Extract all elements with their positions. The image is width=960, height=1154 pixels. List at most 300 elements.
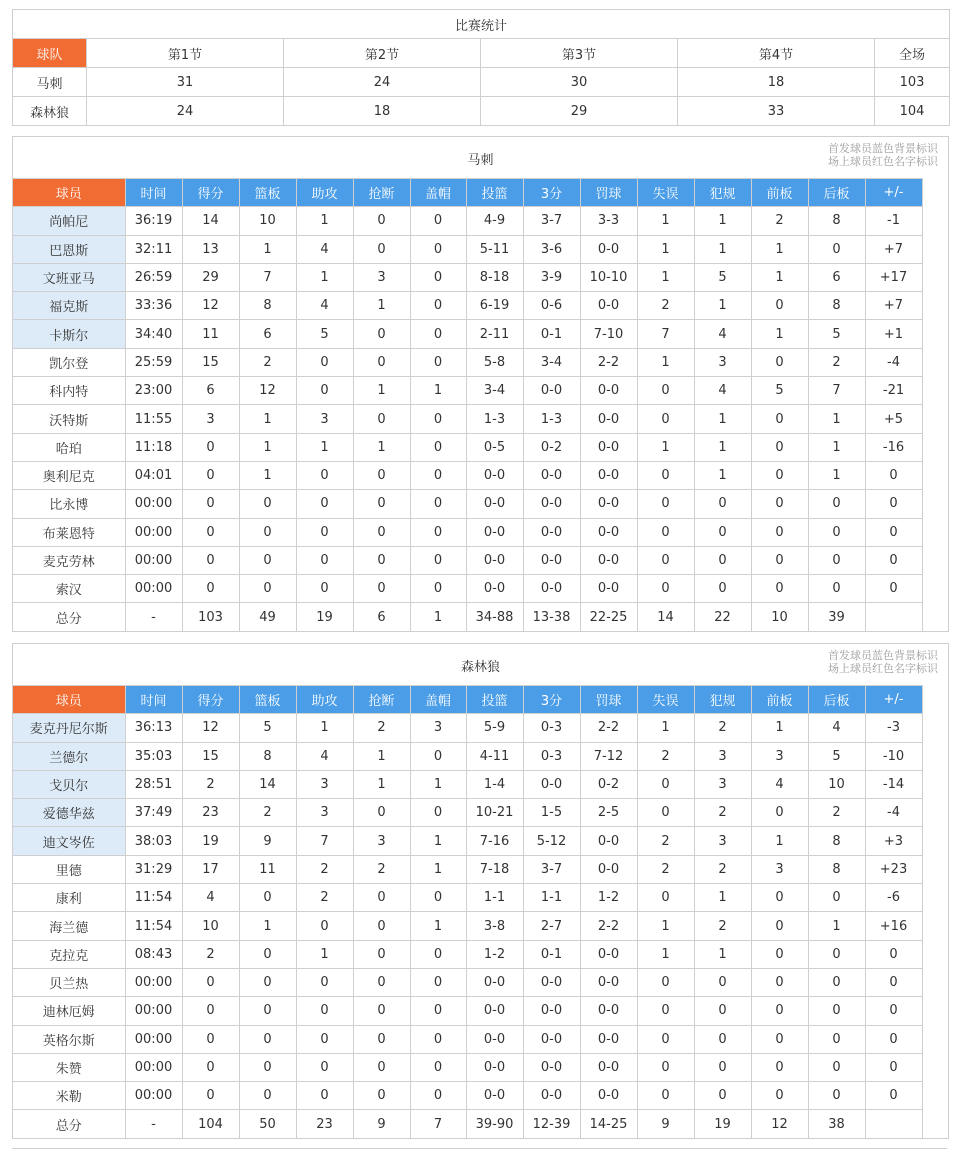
stat-def-reb: 0 <box>808 546 865 574</box>
stat-assists: 0 <box>296 575 353 603</box>
stat-blocks: 0 <box>410 490 466 518</box>
stat-steals: 3 <box>353 263 410 291</box>
stat-rebounds: 2 <box>239 799 296 827</box>
stat-def-reb: 2 <box>808 799 865 827</box>
player-row <box>13 827 922 855</box>
stat-off-reb: 2 <box>751 207 808 235</box>
stat-rebounds: 1 <box>239 405 296 433</box>
stat-plus-minus: -10 <box>865 742 922 770</box>
stat-three: 0-3 <box>523 714 580 742</box>
stat-points: 0 <box>182 546 239 574</box>
player-name[interactable]: 克拉克 <box>13 940 125 968</box>
stat-steals: 0 <box>353 546 410 574</box>
stat-plus-minus: -4 <box>865 799 922 827</box>
stat-three: 0-0 <box>523 1025 580 1053</box>
player-name[interactable]: 迪林厄姆 <box>13 997 125 1025</box>
player-name[interactable]: 朱赞 <box>13 1053 125 1081</box>
stat-blocks: 0 <box>410 799 466 827</box>
col-header-rebounds: 篮板 <box>239 686 296 714</box>
total-steals: 6 <box>353 603 410 631</box>
stat-def-reb: 0 <box>808 1053 865 1081</box>
player-name[interactable]: 米勒 <box>13 1082 125 1110</box>
stat-ft: 2-2 <box>580 912 637 940</box>
stat-ft: 0-0 <box>580 940 637 968</box>
legend-on-court: 场上球员红色名字标识 <box>828 155 938 168</box>
player-name[interactable]: 迪文岑佐 <box>13 827 125 855</box>
team-panel-header <box>13 644 948 685</box>
stat-points: 11 <box>182 320 239 348</box>
stat-plus-minus: -1 <box>865 207 922 235</box>
stat-plus-minus: 0 <box>865 575 922 603</box>
stat-fg: 0-5 <box>466 433 523 461</box>
player-name[interactable]: 卡斯尔 <box>13 320 125 348</box>
stat-points: 23 <box>182 799 239 827</box>
player-row <box>13 575 922 603</box>
stat-fg: 1-3 <box>466 405 523 433</box>
stat-fg: 0-0 <box>466 968 523 996</box>
stat-fg: 0-0 <box>466 997 523 1025</box>
player-name[interactable]: 哈珀 <box>13 433 125 461</box>
stat-fouls: 5 <box>694 263 751 291</box>
total-blocks: 7 <box>410 1110 466 1138</box>
stat-steals: 0 <box>353 320 410 348</box>
stat-blocks: 0 <box>410 320 466 348</box>
stat-plus-minus: 0 <box>865 1025 922 1053</box>
stat-time: 37:49 <box>125 799 182 827</box>
stat-three: 0-0 <box>523 490 580 518</box>
stat-fouls: 0 <box>694 1025 751 1053</box>
stat-ft: 1-2 <box>580 884 637 912</box>
stat-def-reb: 0 <box>808 575 865 603</box>
stat-rebounds: 14 <box>239 770 296 798</box>
summary-cell: 104 <box>875 97 950 126</box>
stat-points: 13 <box>182 235 239 263</box>
stat-points: 0 <box>182 997 239 1025</box>
summary-team-name[interactable]: 森林狼 <box>13 97 87 126</box>
stat-time: 23:00 <box>125 377 182 405</box>
player-name[interactable]: 贝兰热 <box>13 968 125 996</box>
stat-assists: 2 <box>296 855 353 883</box>
summary-cell: 18 <box>284 97 481 126</box>
stat-rebounds: 5 <box>239 714 296 742</box>
stat-assists: 2 <box>296 884 353 912</box>
stat-def-reb: 0 <box>808 940 865 968</box>
stat-rebounds: 0 <box>239 1082 296 1110</box>
stat-points: 17 <box>182 855 239 883</box>
total-points: 104 <box>182 1110 239 1138</box>
stat-three: 0-2 <box>523 433 580 461</box>
stat-assists: 0 <box>296 490 353 518</box>
player-name[interactable]: 康利 <box>13 884 125 912</box>
player-name[interactable]: 巴恩斯 <box>13 235 125 263</box>
player-name[interactable]: 海兰德 <box>13 912 125 940</box>
stat-assists: 3 <box>296 799 353 827</box>
stat-three: 3-9 <box>523 263 580 291</box>
stat-rebounds: 0 <box>239 997 296 1025</box>
stat-off-reb: 4 <box>751 770 808 798</box>
summary-header-q4: 第4节 <box>678 39 875 68</box>
stat-three: 0-1 <box>523 940 580 968</box>
col-header-player: 球员 <box>13 179 125 207</box>
player-name[interactable]: 尚帕尼 <box>13 207 125 235</box>
stat-turnovers: 2 <box>637 827 694 855</box>
stat-points: 0 <box>182 518 239 546</box>
stat-fouls: 1 <box>694 292 751 320</box>
stat-ft: 0-0 <box>580 490 637 518</box>
stat-fg: 3-4 <box>466 377 523 405</box>
stats-header-row <box>13 686 922 714</box>
stat-def-reb: 0 <box>808 490 865 518</box>
stat-assists: 7 <box>296 827 353 855</box>
stat-three: 0-1 <box>523 320 580 348</box>
stat-rebounds: 1 <box>239 461 296 489</box>
stat-fg: 0-0 <box>466 575 523 603</box>
col-header-plus-minus: +/- <box>865 686 922 714</box>
stat-ft: 7-10 <box>580 320 637 348</box>
stat-def-reb: 5 <box>808 742 865 770</box>
total-turnovers: 9 <box>637 1110 694 1138</box>
player-name[interactable]: 英格尔斯 <box>13 1025 125 1053</box>
stat-points: 4 <box>182 884 239 912</box>
player-stats-table <box>13 685 923 1138</box>
player-name[interactable]: 里德 <box>13 855 125 883</box>
stat-time: 33:36 <box>125 292 182 320</box>
stat-def-reb: 0 <box>808 518 865 546</box>
stat-rebounds: 8 <box>239 742 296 770</box>
stat-blocks: 1 <box>410 770 466 798</box>
stat-rebounds: 12 <box>239 377 296 405</box>
stat-plus-minus: 0 <box>865 1053 922 1081</box>
stat-time: 36:13 <box>125 714 182 742</box>
player-name[interactable]: 爱德华兹 <box>13 799 125 827</box>
stat-blocks: 0 <box>410 1053 466 1081</box>
stat-ft: 0-0 <box>580 855 637 883</box>
stat-plus-minus: +23 <box>865 855 922 883</box>
stat-turnovers: 1 <box>637 263 694 291</box>
stat-ft: 0-0 <box>580 235 637 263</box>
stat-points: 0 <box>182 490 239 518</box>
player-row <box>13 855 922 883</box>
player-name[interactable]: 麦克丹尼尔斯 <box>13 714 125 742</box>
stat-points: 6 <box>182 377 239 405</box>
stat-def-reb: 8 <box>808 292 865 320</box>
stat-def-reb: 7 <box>808 377 865 405</box>
stat-turnovers: 0 <box>637 1053 694 1081</box>
player-name[interactable]: 福克斯 <box>13 292 125 320</box>
total-off-reb: 12 <box>751 1110 808 1138</box>
player-row <box>13 348 922 376</box>
stat-assists: 3 <box>296 770 353 798</box>
stat-fg: 0-0 <box>466 546 523 574</box>
player-name[interactable]: 布莱恩特 <box>13 518 125 546</box>
stat-fouls: 2 <box>694 912 751 940</box>
stat-assists: 0 <box>296 518 353 546</box>
player-row <box>13 940 922 968</box>
col-header-turnovers: 失误 <box>637 686 694 714</box>
team-panel-spurs <box>12 136 949 632</box>
player-name[interactable]: 凯尔登 <box>13 348 125 376</box>
team-name: 马刺 <box>467 153 494 168</box>
col-header-def-reb: 后板 <box>808 179 865 207</box>
stat-def-reb: 1 <box>808 912 865 940</box>
total-plus-minus <box>865 603 922 631</box>
col-header-fouls: 犯规 <box>694 686 751 714</box>
stat-ft: 7-12 <box>580 742 637 770</box>
stat-fouls: 0 <box>694 968 751 996</box>
col-header-def-reb: 后板 <box>808 686 865 714</box>
stat-turnovers: 1 <box>637 940 694 968</box>
stat-steals: 0 <box>353 799 410 827</box>
stat-def-reb: 0 <box>808 1025 865 1053</box>
stat-plus-minus: 0 <box>865 546 922 574</box>
stat-fg: 7-16 <box>466 827 523 855</box>
stat-fg: 1-1 <box>466 884 523 912</box>
stat-off-reb: 5 <box>751 377 808 405</box>
stat-ft: 0-0 <box>580 546 637 574</box>
stat-def-reb: 10 <box>808 770 865 798</box>
col-header-ft: 罚球 <box>580 179 637 207</box>
stat-rebounds: 0 <box>239 884 296 912</box>
stat-three: 0-6 <box>523 292 580 320</box>
col-header-blocks: 盖帽 <box>410 686 466 714</box>
stat-assists: 1 <box>296 263 353 291</box>
stat-def-reb: 6 <box>808 263 865 291</box>
stat-steals: 3 <box>353 827 410 855</box>
player-name[interactable]: 兰德尔 <box>13 742 125 770</box>
stat-rebounds: 0 <box>239 968 296 996</box>
stat-three: 0-0 <box>523 997 580 1025</box>
stat-rebounds: 0 <box>239 575 296 603</box>
stat-turnovers: 2 <box>637 292 694 320</box>
total-three: 12-39 <box>523 1110 580 1138</box>
team-panel-timberwolves <box>12 643 949 1139</box>
total-time: - <box>125 1110 182 1138</box>
stat-blocks: 0 <box>410 433 466 461</box>
player-name[interactable]: 文班亚马 <box>13 263 125 291</box>
stat-fg: 4-11 <box>466 742 523 770</box>
player-name[interactable]: 戈贝尔 <box>13 770 125 798</box>
stat-three: 5-12 <box>523 827 580 855</box>
stat-turnovers: 1 <box>637 207 694 235</box>
stat-assists: 0 <box>296 377 353 405</box>
player-name[interactable]: 奥利尼克 <box>13 461 125 489</box>
stat-fg: 8-18 <box>466 263 523 291</box>
player-row <box>13 1025 922 1053</box>
stat-plus-minus: -14 <box>865 770 922 798</box>
player-name[interactable]: 沃特斯 <box>13 405 125 433</box>
stat-time: 32:11 <box>125 235 182 263</box>
stat-assists: 4 <box>296 742 353 770</box>
col-header-assists: 助攻 <box>296 686 353 714</box>
total-fg: 39-90 <box>466 1110 523 1138</box>
stat-assists: 0 <box>296 546 353 574</box>
total-time: - <box>125 603 182 631</box>
stat-ft: 2-2 <box>580 714 637 742</box>
col-header-blocks: 盖帽 <box>410 179 466 207</box>
player-stats-table <box>13 178 923 631</box>
stat-plus-minus: -16 <box>865 433 922 461</box>
team-panel-header <box>13 137 948 178</box>
col-header-ft: 罚球 <box>580 686 637 714</box>
stat-points: 0 <box>182 1025 239 1053</box>
stat-assists: 1 <box>296 940 353 968</box>
stat-assists: 0 <box>296 1082 353 1110</box>
stat-ft: 0-0 <box>580 461 637 489</box>
col-header-steals: 抢断 <box>353 179 410 207</box>
stat-points: 2 <box>182 770 239 798</box>
stat-rebounds: 0 <box>239 490 296 518</box>
stat-fouls: 0 <box>694 490 751 518</box>
stat-plus-minus: +16 <box>865 912 922 940</box>
stat-time: 11:54 <box>125 884 182 912</box>
player-row <box>13 377 922 405</box>
stat-steals: 0 <box>353 461 410 489</box>
player-name[interactable]: 麦克劳林 <box>13 546 125 574</box>
totals-row <box>13 1110 922 1138</box>
total-fouls: 19 <box>694 1110 751 1138</box>
total-ft: 14-25 <box>580 1110 637 1138</box>
stat-ft: 0-0 <box>580 377 637 405</box>
stat-points: 15 <box>182 742 239 770</box>
stat-turnovers: 0 <box>637 770 694 798</box>
stat-time: 31:29 <box>125 855 182 883</box>
stat-fouls: 4 <box>694 377 751 405</box>
stat-plus-minus: 0 <box>865 490 922 518</box>
summary-cell: 24 <box>87 97 284 126</box>
stat-blocks: 1 <box>410 855 466 883</box>
summary-header-team: 球队 <box>13 39 87 68</box>
stat-ft: 0-0 <box>580 827 637 855</box>
stat-blocks: 0 <box>410 292 466 320</box>
stat-points: 15 <box>182 348 239 376</box>
stat-three: 3-7 <box>523 855 580 883</box>
col-header-off-reb: 前板 <box>751 686 808 714</box>
stat-rebounds: 1 <box>239 912 296 940</box>
total-def-reb: 39 <box>808 603 865 631</box>
stat-assists: 4 <box>296 235 353 263</box>
legend-starters: 首发球员蓝色背景标识 <box>828 649 938 662</box>
stat-off-reb: 1 <box>751 714 808 742</box>
stat-off-reb: 3 <box>751 855 808 883</box>
stat-def-reb: 0 <box>808 997 865 1025</box>
stat-points: 0 <box>182 461 239 489</box>
player-name[interactable]: 比永博 <box>13 490 125 518</box>
stat-ft: 0-0 <box>580 405 637 433</box>
stat-fouls: 1 <box>694 405 751 433</box>
stat-def-reb: 8 <box>808 855 865 883</box>
stat-def-reb: 8 <box>808 207 865 235</box>
stat-assists: 1 <box>296 714 353 742</box>
summary-row-wolves <box>13 97 950 126</box>
stat-steals: 0 <box>353 1025 410 1053</box>
player-name[interactable]: 索汉 <box>13 575 125 603</box>
stat-blocks: 3 <box>410 714 466 742</box>
total-blocks: 1 <box>410 603 466 631</box>
stat-rebounds: 7 <box>239 263 296 291</box>
stat-fouls: 2 <box>694 855 751 883</box>
stat-assists: 1 <box>296 433 353 461</box>
stat-blocks: 0 <box>410 1025 466 1053</box>
stat-steals: 2 <box>353 855 410 883</box>
stat-fg: 0-0 <box>466 518 523 546</box>
col-header-fg: 投篮 <box>466 179 523 207</box>
summary-cell: 33 <box>678 97 875 126</box>
summary-title: 比赛统计 <box>13 10 950 39</box>
col-header-plus-minus: +/- <box>865 179 922 207</box>
totals-label: 总分 <box>13 603 125 631</box>
col-header-fouls: 犯规 <box>694 179 751 207</box>
stat-fg: 0-0 <box>466 461 523 489</box>
summary-cell: 103 <box>875 68 950 97</box>
player-name[interactable]: 科内特 <box>13 377 125 405</box>
stat-rebounds: 11 <box>239 855 296 883</box>
player-row <box>13 1082 922 1110</box>
stat-fouls: 1 <box>694 884 751 912</box>
stat-fg: 3-8 <box>466 912 523 940</box>
stat-fg: 4-9 <box>466 207 523 235</box>
stat-plus-minus: +5 <box>865 405 922 433</box>
stat-time: 00:00 <box>125 1082 182 1110</box>
col-header-turnovers: 失误 <box>637 179 694 207</box>
player-row <box>13 912 922 940</box>
stat-turnovers: 0 <box>637 884 694 912</box>
total-assists: 19 <box>296 603 353 631</box>
stat-blocks: 0 <box>410 1082 466 1110</box>
stat-points: 10 <box>182 912 239 940</box>
stat-time: 08:43 <box>125 940 182 968</box>
stat-ft: 3-3 <box>580 207 637 235</box>
stats-header-row <box>13 179 922 207</box>
stat-points: 0 <box>182 1082 239 1110</box>
stat-ft: 0-0 <box>580 1053 637 1081</box>
col-header-points: 得分 <box>182 686 239 714</box>
summary-cell: 18 <box>678 68 875 97</box>
stat-points: 12 <box>182 714 239 742</box>
stat-plus-minus: 0 <box>865 518 922 546</box>
stat-fouls: 1 <box>694 433 751 461</box>
stat-steals: 1 <box>353 770 410 798</box>
col-header-three: 3分 <box>523 179 580 207</box>
player-row <box>13 714 922 742</box>
stat-def-reb: 2 <box>808 348 865 376</box>
stat-fouls: 2 <box>694 799 751 827</box>
stat-off-reb: 1 <box>751 235 808 263</box>
summary-team-name[interactable]: 马刺 <box>13 68 87 97</box>
stat-fouls: 2 <box>694 714 751 742</box>
stat-fouls: 0 <box>694 1082 751 1110</box>
stat-steals: 2 <box>353 714 410 742</box>
stat-assists: 0 <box>296 968 353 996</box>
stat-turnovers: 1 <box>637 348 694 376</box>
total-fouls: 22 <box>694 603 751 631</box>
stat-plus-minus: 0 <box>865 940 922 968</box>
stat-fg: 0-0 <box>466 490 523 518</box>
stat-plus-minus: -4 <box>865 348 922 376</box>
col-header-fg: 投篮 <box>466 686 523 714</box>
stat-assists: 0 <box>296 461 353 489</box>
stat-assists: 0 <box>296 348 353 376</box>
stat-blocks: 0 <box>410 884 466 912</box>
stat-ft: 0-0 <box>580 292 637 320</box>
stat-steals: 0 <box>353 940 410 968</box>
summary-cell: 24 <box>284 68 481 97</box>
stat-three: 0-0 <box>523 575 580 603</box>
stat-three: 0-0 <box>523 770 580 798</box>
stat-plus-minus: -3 <box>865 714 922 742</box>
player-row <box>13 263 922 291</box>
stat-assists: 4 <box>296 292 353 320</box>
stat-off-reb: 0 <box>751 799 808 827</box>
